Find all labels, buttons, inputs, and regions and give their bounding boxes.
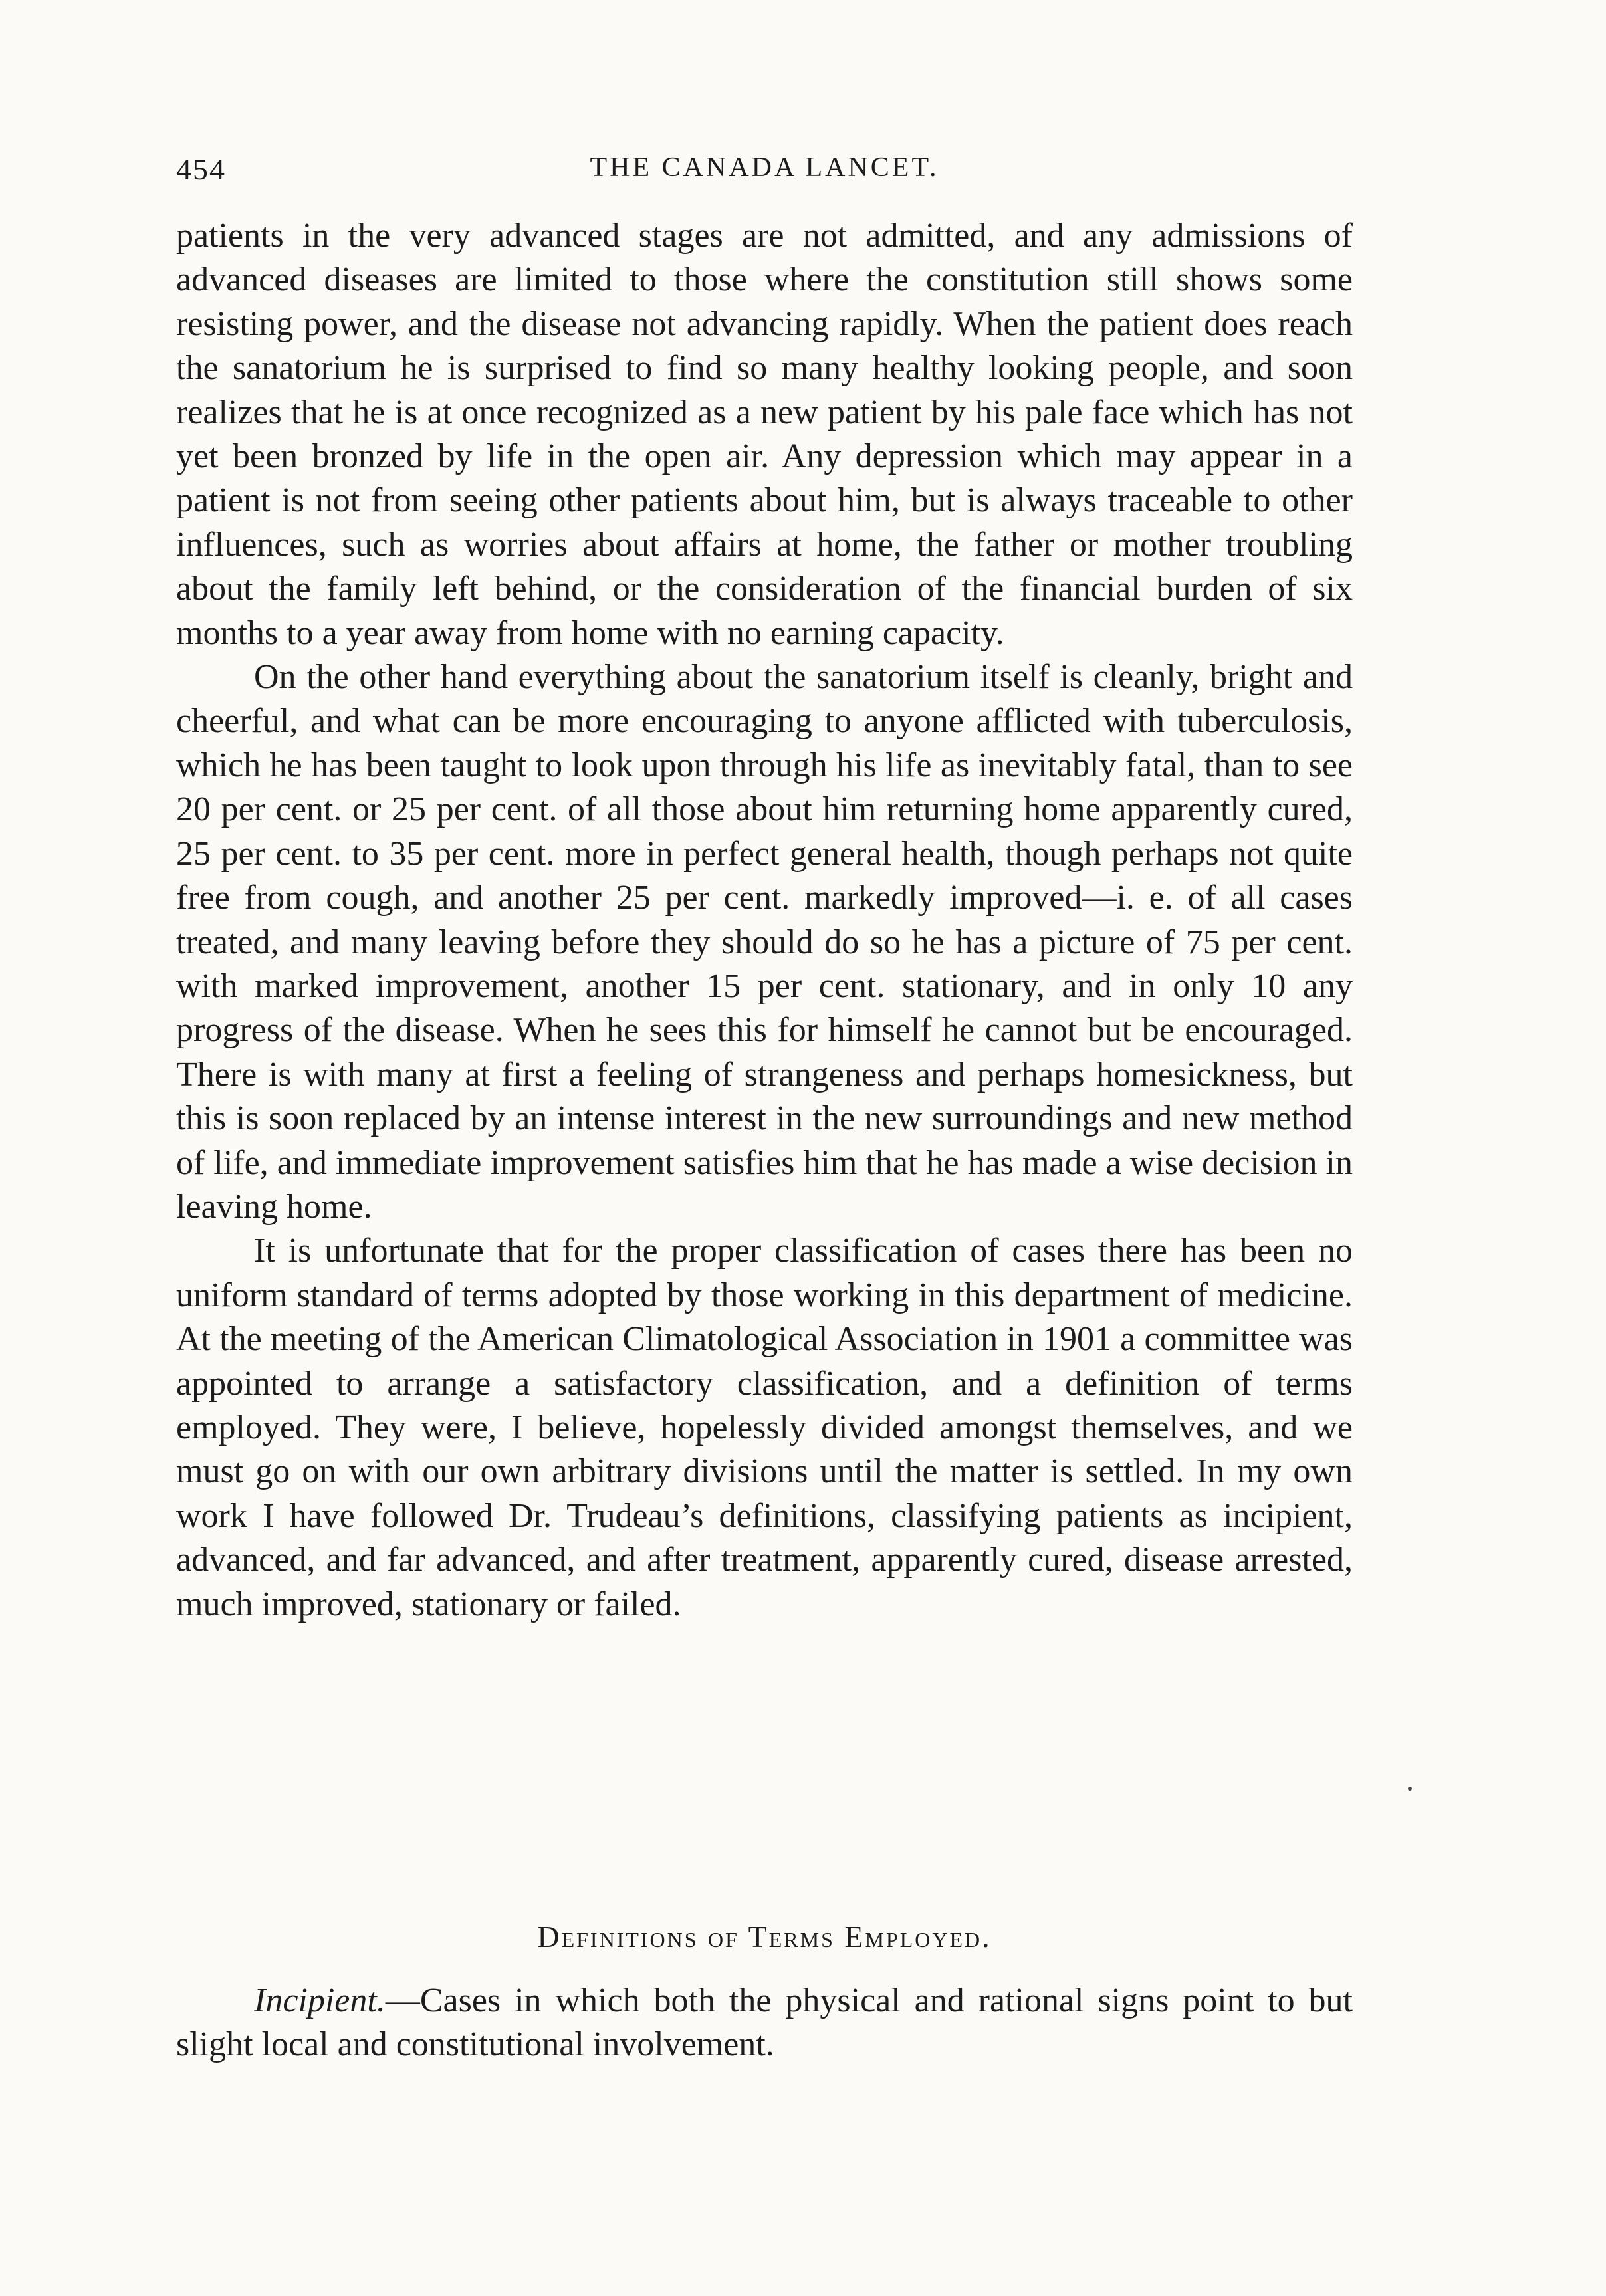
paragraph-1: patients in the very advanced stages are not admitted, and any admissions of advanced diseases are limited to those where the constitution still shows some resisting power, and the disease not advancing rapidly. When the patient does reach the sanatorium he is surprised to find so many healthy looking people, and soon realizes that he is at once recognized as a new patient by his pale face which has not yet been bronzed by life in the open air. Any depression which may appear in a patient is not from seeing other patients about him, but is always traceable to other influences, such as worries about affairs at home, the father or mother troubling about the family left behind, or the consideration of the financial burden of six months to a year away from home with no earning capacity. bbox=[176, 217, 1353, 652]
journal-title: THE CANADA LANCET. bbox=[590, 152, 939, 183]
definition-text: —Cases in which both the physical and rational signs point to but slight local and constitutional involvement. bbox=[176, 1982, 1353, 2063]
section-heading: Definitions of Terms Employed. bbox=[537, 1920, 992, 1954]
body-text bbox=[176, 214, 1353, 1627]
page-number: 454 bbox=[176, 152, 226, 186]
definition-term: Incipient. bbox=[254, 1982, 386, 2019]
definition-incipient bbox=[176, 1979, 1353, 2067]
running-head bbox=[176, 152, 1353, 191]
paragraph-2: On the other hand everything about the sanatorium itself is cleanly, bright and cheerful, and what can be more encouraging to anyone afflicted with tuberculosis, which he has been taught to look upon through his life as inevitably fatal, than to see 20 per cent. or 25 per cent. of all those about him returning home apparently cured, 25 per cent. to 35 per cent. more in perfect general health, though perhaps not quite free from cough, and another 25 per cent. markedly improved—i. e. of all cases treated, and many leaving before they should do so he has a picture of 75 per cent. with marked improvement, another 15 per cent. stationary, and in only 10 any progress of the disease. When he sees this for himself he cannot but be encouraged. There is with many at first a feeling of strangeness and perhaps homesickness, but this is soon replaced by an intense interest in the new surroundings and new method of life, and immediate improvement satisfies him that he has made a wise decision in leaving home. bbox=[176, 658, 1353, 1226]
paragraph-3: It is unfortunate that for the proper classification of cases there has been no uniform standard of terms adopted by those working in this department of medicine. At the meeting of the American Climatological Association in 1901 a committee was appointed to arrange a satisfactory classification, and a definition of terms employed. They were, I believe, hopelessly divided amongst themselves, and we must go on with our own arbitrary divisions until the matter is settled. In my own work I have followed Dr. Trudeau’s definitions, classifying patients as incipient, advanced, and far advanced, and after treatment, apparently cured, disease arrested, much improved, stationary or failed. bbox=[176, 1232, 1353, 1623]
margin-speck bbox=[1408, 1787, 1412, 1791]
